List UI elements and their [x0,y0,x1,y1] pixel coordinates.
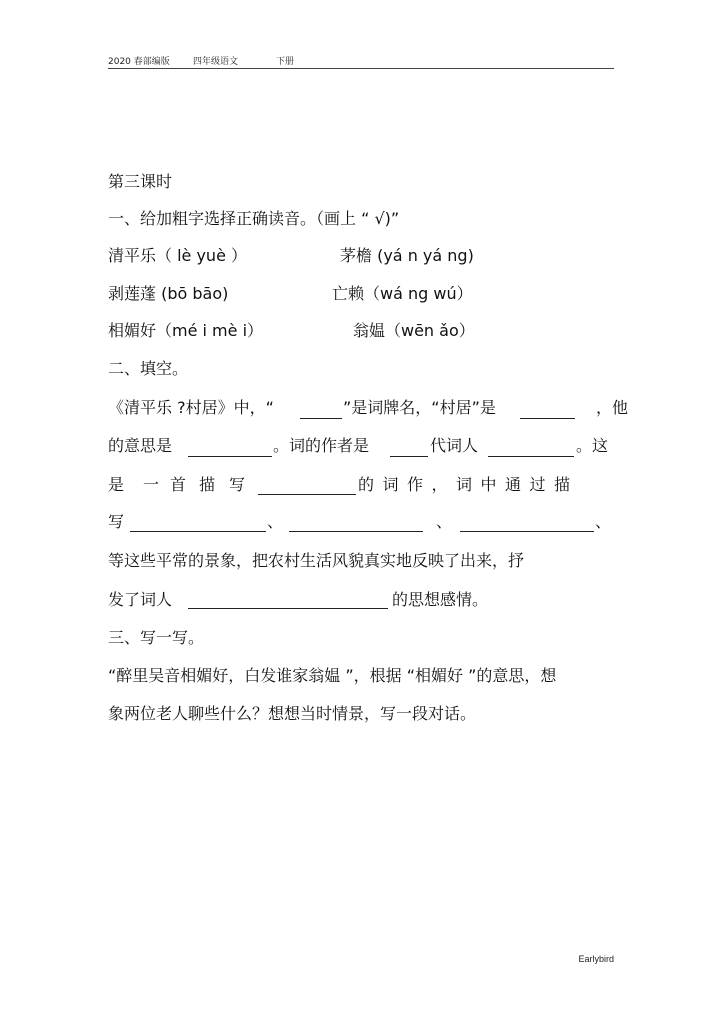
header-grade: 四年级语文 [193,57,239,67]
fill-line6-part1: 发了词人 [108,590,173,609]
header-volume: 下册 [276,57,295,67]
section2-title: 二、填空。 [108,359,189,378]
pinyin-item-3: 剥莲蓬 (bō bāo) [108,284,229,303]
pinyin-item-1: 清平乐（ lè yuè ） [108,246,248,265]
blank-scene-1[interactable] [130,531,266,532]
blank-meaning[interactable] [188,456,272,457]
fill-line2-part2: 。词的作者是 [273,436,370,455]
fill-line1-part1: 《清平乐 ?村居》中，“ [108,398,274,417]
fill-line2-part4: 。这 [576,436,609,455]
blank-dynasty[interactable] [390,456,428,457]
pinyin-item-4: 亡赖（wá ng wú） [332,284,473,303]
fill-line6-part2: 的思想感情。 [392,590,489,609]
pinyin-item-5: 相媚好（mé i mè i） [108,321,264,340]
fill-line3-char: 是 [108,475,125,494]
pinyin-item-2: 茅檐 (yá n yá ng) [340,246,474,265]
fill-line3-char: 描 [199,475,216,494]
blank-description[interactable] [258,494,356,495]
fill-line2-part3: 代词人 [430,436,479,455]
fill-line3-char: 首 [170,475,187,494]
fill-line1-part3: ，他 [596,398,629,417]
header-rule [108,68,614,69]
footer-brand: Earlybird [578,954,614,964]
blank-scene-3[interactable] [460,531,594,532]
lesson-title: 第三课时 [108,172,173,191]
fill-line3-char: 写 [229,475,246,494]
fill-line5: 等这些平常的景象，把农村生活风貌真实地反映了出来，抒 [108,551,525,570]
section1-title: 一、给加粗字选择正确读音。（画上 “ √)” [108,209,400,228]
fill-line3-part2: 的词作，词中通过描 [358,475,579,494]
separator-1: 、 [267,512,284,531]
fill-line2-part1: 的意思是 [108,436,173,455]
pinyin-item-6: 翁媪（wēn ǎo） [353,321,475,340]
blank-ci-pai-name[interactable] [300,418,342,419]
fill-line3-char: 一 [143,475,160,494]
blank-scene-2[interactable] [289,531,423,532]
section3-title: 三、写一写。 [108,628,205,647]
blank-author[interactable] [488,456,574,457]
section3-paragraph-line1: “醉里吴音相媚好，白发谁家翁媪 ”，根据 “相媚好 ”的意思，想 [108,666,557,685]
blank-cun-ju-meaning[interactable] [520,418,575,419]
header-edition: 2020 春部编版 [108,57,170,67]
blank-feeling[interactable] [188,608,388,609]
section3-paragraph-line2: 象两位老人聊些什么？想想当时情景，写一段对话。 [108,704,477,723]
fill-line4-part1: 写 [108,512,125,531]
fill-line1-part2: ”是词牌名，“村居”是 [343,398,496,417]
separator-3: 、 [595,512,612,531]
separator-2: 、 [436,512,453,531]
